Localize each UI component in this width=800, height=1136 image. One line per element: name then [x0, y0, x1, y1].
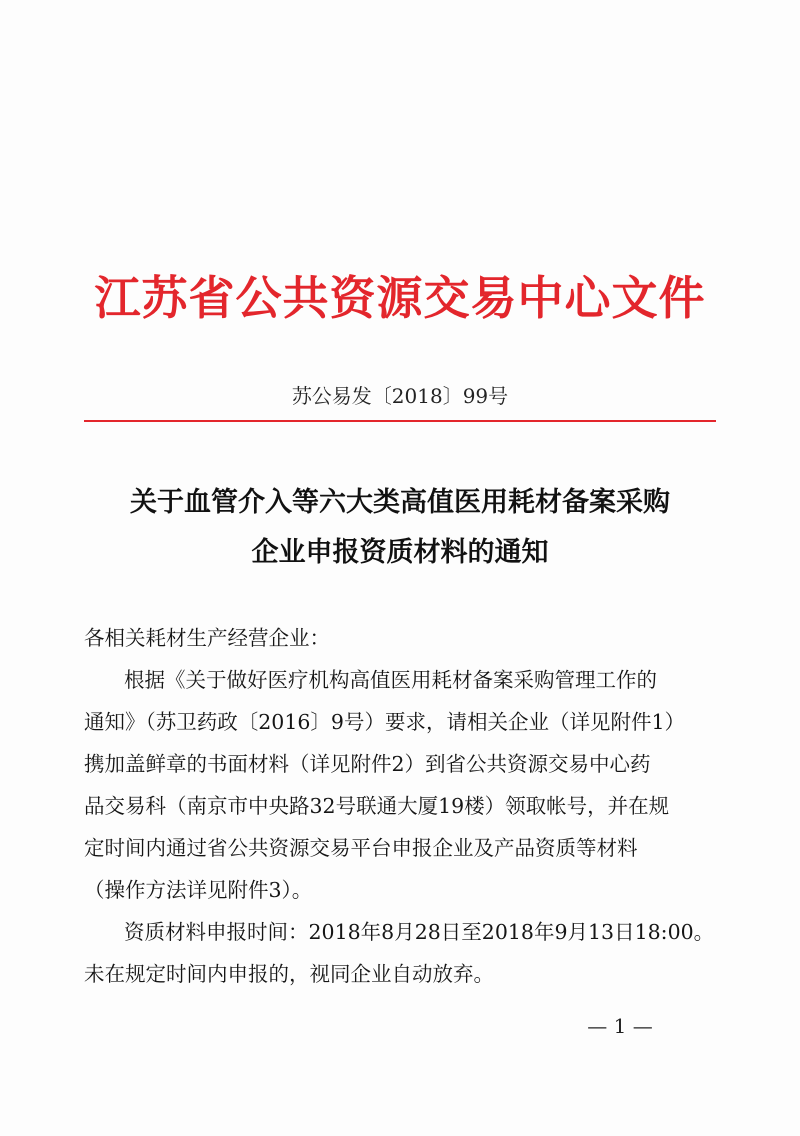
paragraph-1-line-1: 根据《关于做好医疗机构高值医用耗材备案采购管理工作的 — [124, 668, 657, 692]
notice-title-line-2: 企业申报资质材料的通知 — [251, 537, 549, 568]
issuer-header-title: 江苏省公共资源交易中心文件 — [94, 271, 706, 325]
paragraph-1-line-2: 通知》（苏卫药政〔2016〕9号）要求，请相关企业（详见附件1） — [84, 710, 686, 734]
paragraph-1-line-4: 品交易科（南京市中央路32号联通大厦19楼）领取帐号，并在规 — [84, 794, 670, 818]
red-divider-line — [84, 420, 716, 422]
document-number: 苏公易发〔2018〕99号 — [291, 384, 509, 408]
paragraph-2-line-2: 未在规定时间内申报的，视同企业自动放弃。 — [84, 962, 494, 986]
paragraph-1-line-6: （操作方法详见附件3）。 — [84, 878, 313, 902]
notice-title-line-1: 关于血管介入等六大类高值医用耗材备案采购 — [130, 487, 670, 518]
salutation: 各相关耗材生产经营企业： — [84, 626, 330, 650]
paragraph-1-line-3: 携加盖鲜章的书面材料（详见附件2）到省公共资源交易中心药 — [84, 752, 651, 776]
page-number: — 1 — — [587, 1014, 653, 1038]
paragraph-1-line-5: 定时间内通过省公共资源交易平台申报企业及产品资质等材料 — [84, 836, 638, 860]
paragraph-2-line-1: 资质材料申报时间：2018年8月28日至2018年9月13日18:00。 — [124, 920, 715, 944]
